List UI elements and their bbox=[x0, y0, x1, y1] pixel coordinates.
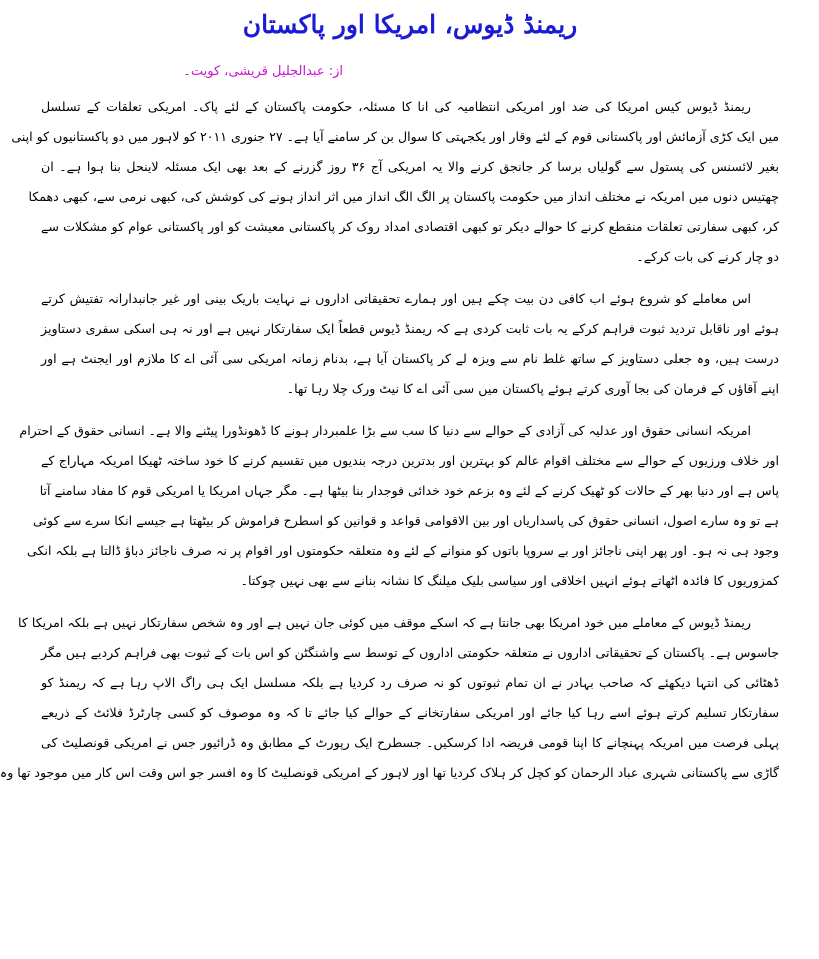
paragraph-line: امریکہ انسانی حقوق اور عدلیہ کی آزادی کے حوالے سے دنیا کا سب سے بڑا علمبردار ہونے کا ڈھونڈورا پیٹنے والا ہے۔ انسانی حقوق کے احترام bbox=[19, 423, 751, 438]
paragraph-line: ڈھٹائی کی انتہا دیکھئے کہ صاحب بہادر نے ان تمام ثبوتوں کو نہ صرف رد کردیا ہے بلکہ مسلسل ایک ہی راگ الاپ رہا ہے کہ ریمنڈ کو bbox=[41, 675, 779, 690]
paragraph-line: اس معاملے کو شروع ہوئے اب کافی دن بیت چکے ہیں اور ہمارے تحقیقاتی اداروں نے نہایت باریک بینی اور غیر جانبدارانہ تفتیش کرتے bbox=[41, 291, 751, 306]
article-paragraph bbox=[19, 416, 779, 596]
paragraph-line: ہے تو وہ سارے اصول، انسانی حقوق کی پاسداریاں اور بین الاقوامی قواعد و قوانین کو اسطرح فراموش کر بیٹھتا ہے جیسے انکا سرے سے کوئی bbox=[32, 513, 779, 528]
paragraph-line: کر، کبھی سفارتی تعلقات منقطع کرنے کا حوالے دیکر تو کبھی اقتصادی امداد روک کر پاکستانی معیشت کو اور پاکستانی عوام کو مشکلات سے bbox=[41, 219, 779, 234]
paragraph-line: اور خلاف ورزیوں کے حوالے سے مختلف اقوام عالم کو بہترین اور بدترین درجہ بندیوں میں تقسیم کرنے کا خود ساختہ ٹھیکا امریکہ مہاراج کے bbox=[41, 453, 779, 468]
paragraph-line: چھتیس دنوں میں امریکہ نے مختلف انداز میں حکومت پاکستان پر الگ الگ انداز میں اثر انداز ہونے کی کوشش کی، کبھی نرمی سے، کبھی دھمکا bbox=[28, 189, 779, 204]
article-body bbox=[0, 92, 779, 788]
paragraph-line: دو چار کرنے کی بات کرکے۔ bbox=[636, 249, 779, 264]
paragraph-line: ہوئے اور ناقابل تردید ثبوت فراہم کرکے یہ بات ثابت کردی ہے کہ ریمنڈ ڈیوس قطعاً ایک سفارتکار نہیں ہے اور نہ ہی اسکی سفری دستاویز bbox=[41, 321, 779, 336]
paragraph-line: میں ایک کڑی آزمائش اور پاکستانی قوم کے لئے وقار اور یکجہتی کا سوال بن کر سامنے آیا ہے۔ ۲۷ جنوری ۲۰۱۱ کو لاہور میں دو پاکستانیوں کو اپنی bbox=[11, 129, 779, 144]
paragraph-line: اپنے آقاؤں کے فرمان کی بجا آوری کرتے ہوئے پاکستان میں سی آئی اے کا نیٹ ورک چلا رہا تھا۔ bbox=[286, 381, 779, 396]
paragraph-line: درست ہیں، وہ جعلی دستاویز کے ساتھ غلط نام سے ویزہ لے کر پاکستان آیا ہے، بدنام زمانہ امریکی سی آئی اے کا ملازم اور ایجنٹ ہے اور bbox=[41, 351, 779, 366]
paragraph-line: پاس ہے اور دنیا بھر کے حالات کو ٹھیک کرنے کے لئے وہ بزعم خود خدائی فوجدار بنا بیٹھا ہے۔ مگر جہاں امریکا یا امریکی قوم کا مفاد سامنے آتا bbox=[39, 483, 779, 498]
paragraph-line: پہلی فرصت میں امریکہ پہنچانے کا اپنا قومی فریضہ ادا کرسکیں۔ جسطرح ایک رپورٹ کے مطابق وہ ڈرائیور جس نے امریکی قونصلیٹ کی bbox=[41, 735, 779, 750]
article-byline: از: عبدالجلیل قریشی، کویت۔ bbox=[183, 64, 343, 79]
paragraph-line: سفارتکار تسلیم کرتے ہوئے اسے رہا کیا جائے اور امریکی سفارتخانے کے حوالے کیا جائے تا کہ وہ موصوف کو کسی چارٹرڈ فلائٹ کے ذریعے bbox=[41, 705, 779, 720]
paragraph-line: بغیر لائسنس کی پستول سے گولیاں برسا کر جانجق کرنے والا یہ امریکی آج ۳۶ روز گزرنے کے بعد بھی ایک مسئلہ لاینحل بنا ہوا ہے۔ ان bbox=[41, 159, 779, 174]
paragraph-line: ریمنڈ ڈیوس کے معاملے میں خود امریکا بھی جانتا ہے کہ اسکے موقف میں کوئی جان نہیں ہے اور وہ شخص سفارتکار نہیں ہے بلکہ امریکا کا bbox=[18, 615, 751, 630]
paragraph-line: جاسوس ہے۔ پاکستان کے تحقیقاتی اداروں نے متعلقہ حکومتی اداروں کے توسط سے واشنگٹن کو اس بات کے ثبوت بھی فراہم کردیے ہیں مگر bbox=[41, 645, 779, 660]
paragraph-line: ریمنڈ ڈیوس کیس امریکا کی ضد اور امریکی انتظامیہ کی انا کا مسئلہ، حکومت پاکستان کے لئے پاک۔ امریکی تعلقات کے تسلسل bbox=[41, 99, 751, 114]
paragraph-line: کمزوریوں کا فائدہ اٹھاتے ہوئے انہیں اخلاقی اور سیاسی بلیک میلنگ کا نشانہ بنانے سے بھی نہیں چوکتا۔ bbox=[240, 573, 779, 588]
paragraph-line: وجود ہی نہ ہو۔ اور پھر اپنی ناجائز اور بے سروپا باتوں کو منوانے کے لئے وہ متعلقہ حکومتوں اور اقوام پر نہ صرف ناجائز دباؤ ڈالتا ہے بلکہ انکی bbox=[27, 543, 779, 558]
article-paragraph bbox=[0, 608, 779, 788]
paragraph-line: گاڑی سے پاکستانی شہری عباد الرحمان کو کچل کر ہلاک کردیا تھا اور لاہور کے امریکی قونصلیٹ کا وہ افسر جو اس وقت اس کار میں موجود تھا وہ bbox=[0, 765, 779, 780]
article-title: ریمنڈ ڈیوس، امریکا اور پاکستان bbox=[242, 10, 578, 39]
article-paragraph bbox=[41, 284, 779, 404]
article-paragraph bbox=[11, 92, 779, 272]
